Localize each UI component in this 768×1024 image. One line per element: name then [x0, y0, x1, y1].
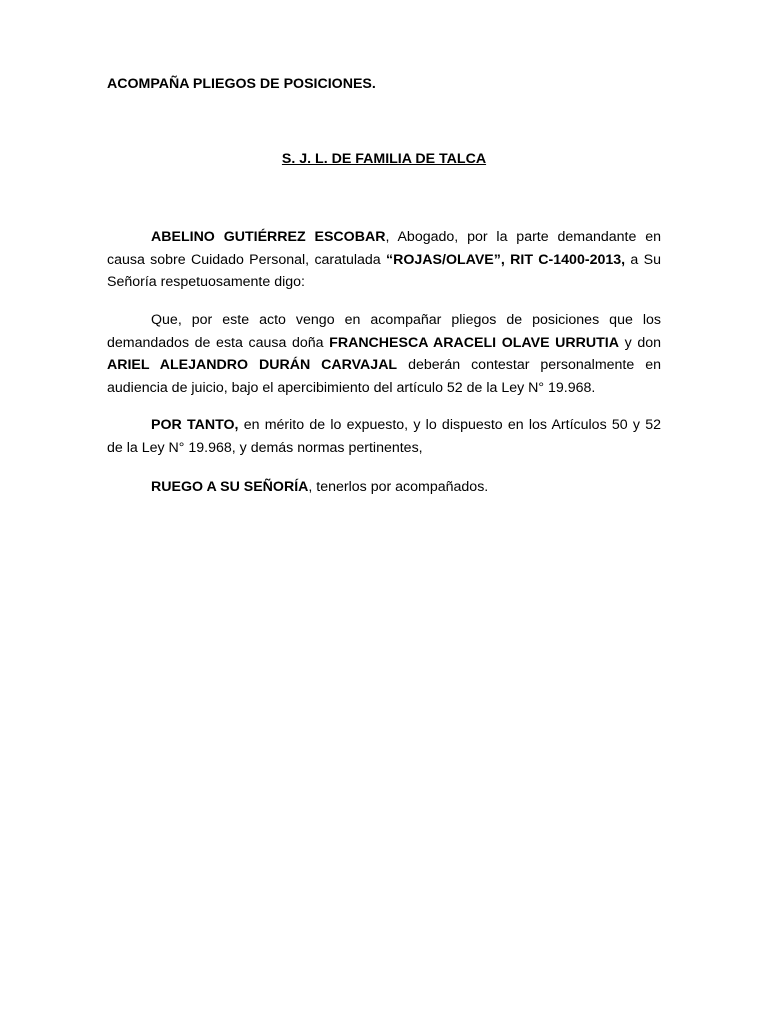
paragraph-petition: [107, 309, 661, 399]
paragraph-text: , Abogado, por la parte demandante en causa sobre Cuidado Personal, caratulada: [107, 229, 661, 268]
document-heading: ACOMPAÑA PLIEGOS DE POSICIONES.: [107, 76, 376, 92]
paragraph-introduction: [107, 226, 661, 294]
court-title: S. J. L. DE FAMILIA DE TALCA: [281, 151, 487, 167]
paragraph-text: , tenerlos por acompañados.: [308, 479, 489, 495]
paragraph-text: en mérito de lo expuesto, y lo dispuesto en los Artículos 50 y 52 de la Ley N° 19.968, y demás normas pertinentes,: [107, 417, 661, 456]
paragraph-text: a Su Señoría respetuosamente digo:: [107, 251, 661, 290]
paragraph-lead: POR TANTO,: [151, 417, 239, 433]
case-reference: “ROJAS/OLAVE”, RIT C-1400-2013,: [386, 251, 626, 268]
defendant-name: ARIEL ALEJANDRO DURÁN CARVAJAL: [107, 357, 398, 373]
defendant-name: FRANCHESCA ARACELI OLAVE URRUTIA: [329, 334, 619, 351]
paragraph-text: Que, por este acto vengo en acompañar pliegos de posiciones que los demandados de esta causa doña: [107, 312, 661, 351]
paragraph-text: deberán contestar personalmente en audiencia de juicio, bajo el apercibimiento del artículo 52 de la Ley N° 19.968.: [107, 357, 661, 396]
paragraph-text: y don: [619, 334, 662, 351]
paragraph-ruego: [107, 476, 661, 499]
lawyer-name: ABELINO GUTIÉRREZ ESCOBAR: [151, 229, 386, 245]
paragraph-lead: RUEGO A SU SEÑORÍA: [151, 479, 309, 495]
paragraph-por-tanto: [107, 414, 661, 459]
